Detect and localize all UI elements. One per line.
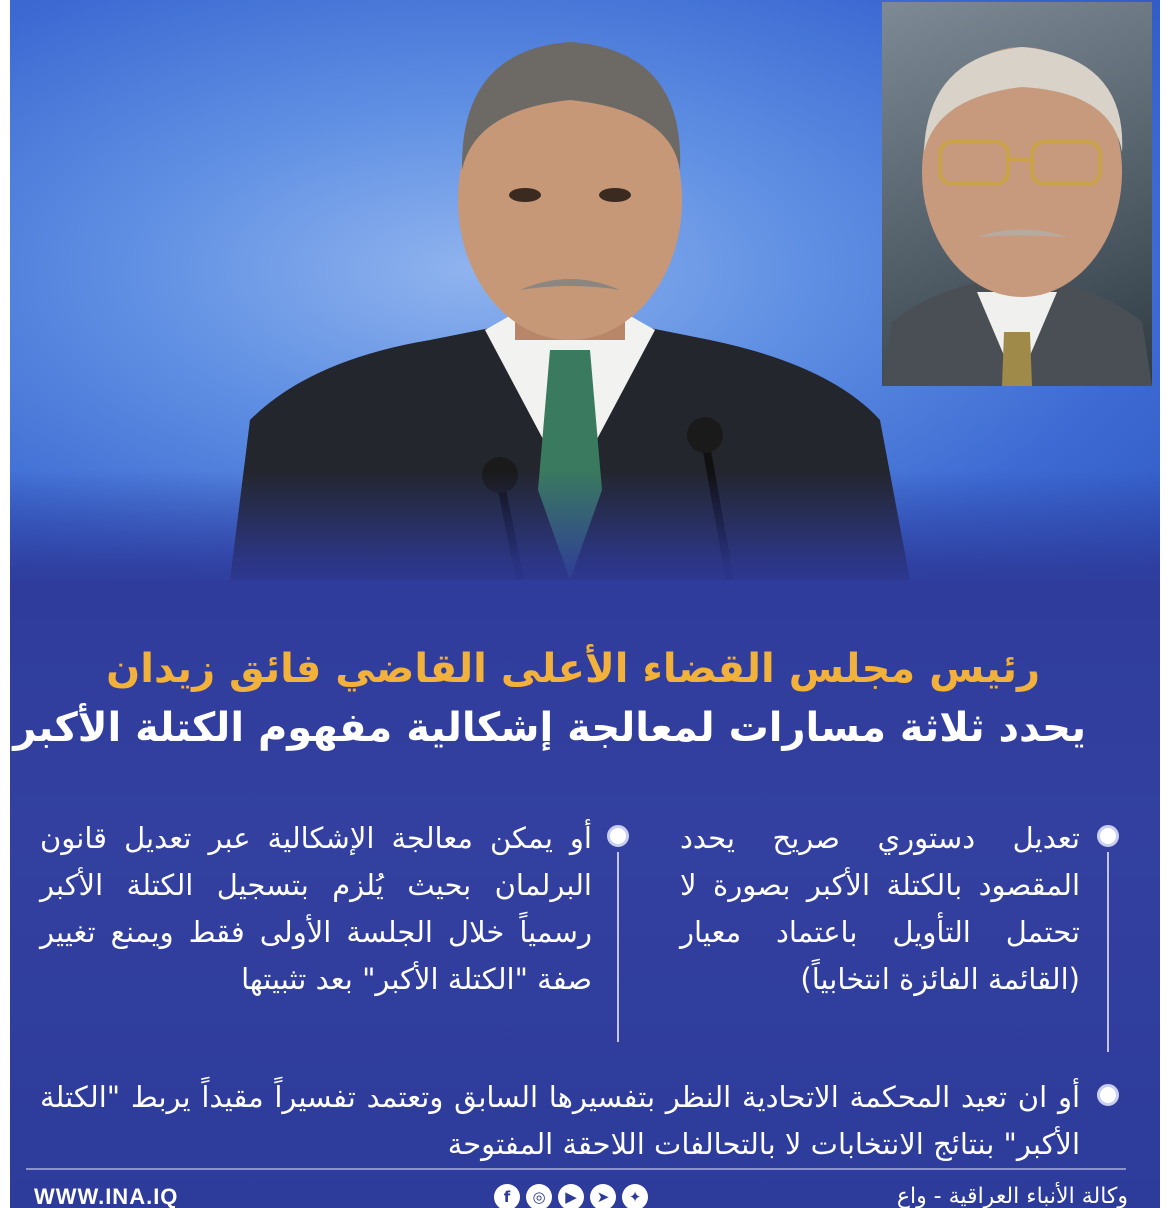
point-1-text: تعديل دستوري صريح يحدد المقصود بالكتلة الأكبر بصورة لا تحتمل التأويل باعتماد معيار (القائمة الفائزة انتخابياً) [680,821,1080,996]
twitter-icon[interactable]: ✦ [622,1184,648,1208]
social-icons [494,1184,648,1208]
headline-line-2: يحدد ثلاثة مسارات لمعالجة إشكالية مفهوم الكتلة الأكبر [13,705,1086,751]
main-photo [10,0,1160,600]
inset-photo [882,2,1152,386]
point-3 [40,1074,1080,1168]
point-1 [680,815,1080,1003]
bullet-line-1 [1107,852,1109,1052]
bullet-line-2 [617,852,619,1042]
facebook-icon[interactable]: f [494,1184,520,1208]
instagram-icon[interactable]: ◎ [526,1184,552,1208]
agency-name: وكالة الأنباء العراقية - واع [896,1184,1128,1208]
headline-line-1: رئيس مجلس القضاء الأعلى القاضي فائق زيدان [106,646,1040,692]
website-link[interactable]: WWW.INA.IQ [34,1184,179,1208]
telegram-icon[interactable]: ➤ [590,1184,616,1208]
point-2-text: أو يمكن معالجة الإشكالية عبر تعديل قانون البرلمان بحيث يُلزم بتسجيل الكتلة الأكبر رسمياً خلال الجلسة الأولى فقط ويمنع تغيير صفة "الكتلة الأكبر" بعد تثبيتها [40,821,592,996]
bullet-dot-1 [1097,825,1119,847]
bullet-dot-2 [607,825,629,847]
point-3-text: أو ان تعيد المحكمة الاتحادية النظر بتفسيرها السابق وتعتمد تفسيراً مقيداً يربط "الكتلة الأكبر" بنتائج الانتخابات لا بالتحالفات اللاحقة المفتوحة [40,1080,1080,1161]
point-2 [40,815,592,1003]
inset-person-image [882,2,1152,386]
news-card [10,0,1160,1208]
bullet-dot-3 [1097,1084,1119,1106]
youtube-icon[interactable]: ▶ [558,1184,584,1208]
footer-divider [26,1168,1126,1170]
